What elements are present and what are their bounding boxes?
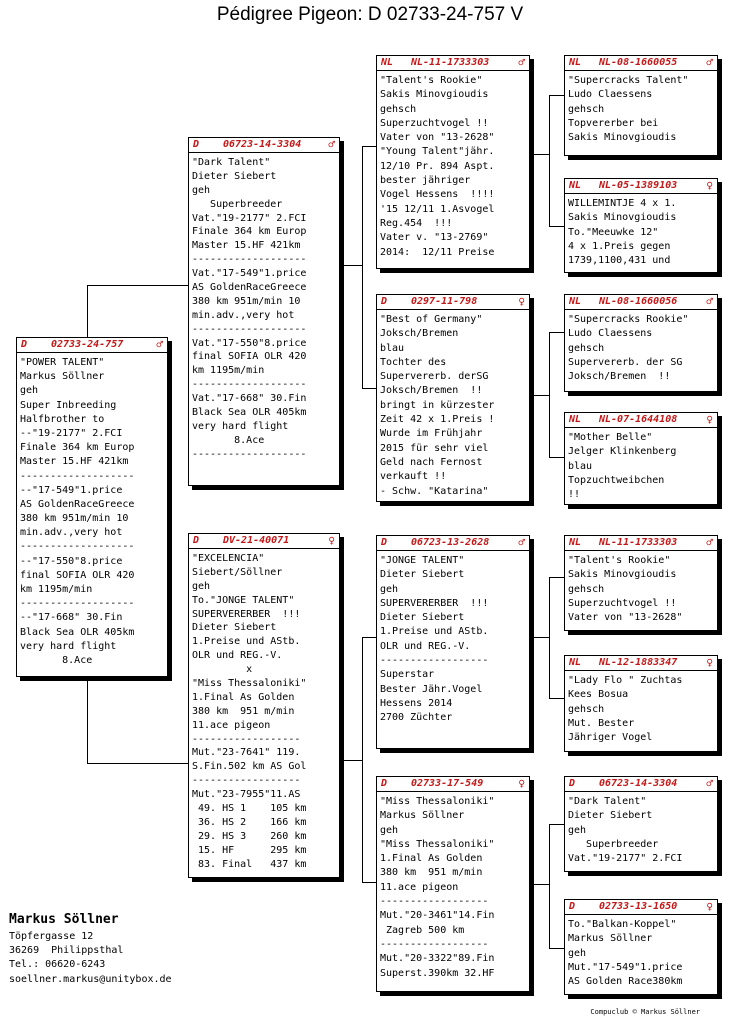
card-header xyxy=(565,295,717,310)
card-line: "Dark Talent" xyxy=(192,157,271,168)
connector-line xyxy=(340,265,362,266)
card-line: Kees Bosua xyxy=(568,689,629,701)
card-body xyxy=(565,428,717,502)
card-body xyxy=(565,310,717,384)
card-line: AS GoldenRaceGreece xyxy=(192,282,307,294)
ring-number: 02733-13-1650 xyxy=(599,901,678,912)
pigeon-card-dam[interactable] xyxy=(188,533,340,878)
pigeon-card-dam-sire[interactable] xyxy=(376,535,530,749)
card-line: Finale 364 km Europ xyxy=(192,226,307,238)
card-line: To."Meeuwke 12" xyxy=(568,226,659,238)
ring-number: NL-12-1883347 xyxy=(599,657,678,668)
connector-line xyxy=(549,577,550,698)
card-line: Jähriger Vogel xyxy=(568,732,653,744)
card-line: Joksch/Bremen !! xyxy=(380,385,483,397)
card-line: --"17-668" 30.Fin xyxy=(20,612,123,624)
card-body xyxy=(565,551,717,625)
card-header xyxy=(565,777,717,792)
card-line: Mut."23-7955"11.AS xyxy=(192,789,301,801)
card-body xyxy=(17,353,167,668)
card-line: "Talent's Rookie" xyxy=(380,75,483,86)
card-line: min.adv.,very hot xyxy=(20,527,123,539)
card-header xyxy=(377,295,529,310)
ring-number: 02733-24-757 xyxy=(51,339,124,350)
card-line: "Mother Belle" xyxy=(568,432,653,443)
card-line: "Supercracks Talent" xyxy=(568,75,689,86)
sex-icon: ♀ xyxy=(706,413,713,426)
card-line: Superbreeder xyxy=(192,198,283,210)
card-line: Master 15.HF 421km xyxy=(20,456,129,468)
card-line: ------------------- xyxy=(192,448,307,460)
card-line: Dieter Siebert xyxy=(380,569,465,581)
card-body xyxy=(377,551,529,726)
card-line: ------------------ xyxy=(380,938,489,950)
card-line: ------------------- xyxy=(192,379,307,391)
pigeon-card-ds-sire[interactable] xyxy=(564,535,718,631)
card-line: !! xyxy=(568,489,581,501)
card-line: km 1195m/min xyxy=(20,584,93,595)
card-line: Topzuchtweibchen xyxy=(568,474,665,486)
card-line: 380 km 951m/min 10 xyxy=(20,513,129,525)
ring-number: 06723-14-3304 xyxy=(223,139,302,150)
card-line: gehsch xyxy=(568,703,605,715)
card-line: ------------------- xyxy=(20,470,135,482)
card-body xyxy=(189,549,339,871)
card-line: Black Sea OLR 405km xyxy=(20,626,135,638)
card-line: ------------------ xyxy=(380,655,489,667)
card-line: Superzuchtvogel !! xyxy=(568,597,677,609)
card-line: "Lady Flo " Zuchtas xyxy=(568,675,683,686)
card-line: very hard flight xyxy=(192,420,289,432)
card-line: 2014: 12/11 Preise xyxy=(380,246,495,258)
card-line: --"17-550"8.price xyxy=(20,555,123,567)
connector-line xyxy=(549,95,564,96)
card-line: Siebert/Söllner xyxy=(192,566,283,578)
card-line: Jelger Klinkenberg xyxy=(568,446,677,458)
ring-number: NL-11-1733303 xyxy=(411,57,490,68)
breeder-email[interactable]: soellner.markus@unitybox.de xyxy=(9,973,172,985)
pigeon-card-ss-sire[interactable] xyxy=(564,55,718,156)
card-line: 4 x 1.Preis gegen xyxy=(568,240,671,252)
ring-number: 02733-17-549 xyxy=(411,778,484,789)
card-line: 29. HS 3 260 km xyxy=(192,830,307,842)
connector-line xyxy=(549,824,564,825)
sex-icon: ♂ xyxy=(706,56,713,69)
card-line: Superbreeder xyxy=(568,838,659,850)
card-body xyxy=(377,310,529,499)
card-line: Finale 364 km Europ xyxy=(20,442,135,454)
country-code: NL xyxy=(569,180,582,191)
card-body xyxy=(377,71,529,260)
card-line: Ludo Claessens xyxy=(568,89,653,101)
breeder-info xyxy=(9,912,172,987)
card-header xyxy=(565,179,717,194)
card-line: Sakis Minovgioudis xyxy=(568,212,677,224)
breeder-city: 36269 Philippsthal xyxy=(9,945,124,957)
connector-line xyxy=(362,882,376,883)
country-code: D xyxy=(381,778,388,789)
card-line: OLR und REG.-V. xyxy=(380,640,471,652)
card-line: 8.Ace xyxy=(20,654,93,666)
connector-line xyxy=(530,884,549,885)
card-body xyxy=(377,792,529,981)
card-line: bringt in kürzester xyxy=(380,399,495,411)
card-line: Sakis Minovgioudis xyxy=(568,132,677,144)
card-line: ------------------- xyxy=(20,541,135,553)
card-header xyxy=(565,413,717,428)
connector-line xyxy=(530,154,549,155)
pigeon-card-sd-sire[interactable] xyxy=(564,294,718,392)
card-line: SUPERVERERBER !!! xyxy=(192,608,301,620)
card-header xyxy=(189,534,339,549)
pigeon-card-dd-dam[interactable] xyxy=(564,899,718,995)
card-line: Wurde im Frühjahr xyxy=(380,428,483,440)
pigeon-card-sire[interactable] xyxy=(188,137,340,486)
card-line: Super Inbreeding xyxy=(20,399,117,411)
card-line: "JONGE TALENT" xyxy=(380,555,465,566)
card-line: final SOFIA OLR 420 xyxy=(192,351,307,363)
country-code: NL xyxy=(569,537,582,548)
card-line: Vat."17-549"1.price xyxy=(192,268,307,280)
card-line: x xyxy=(192,664,253,676)
card-line: 15. HF 295 km xyxy=(192,844,307,856)
card-line: --"19-2177" 2.FCI xyxy=(20,427,123,439)
card-line: gehsch xyxy=(568,103,605,115)
card-line: "EXCELENCIA" xyxy=(192,553,265,564)
card-line: Mut."17-549"1.price xyxy=(568,961,683,973)
sex-icon: ♂ xyxy=(518,56,525,69)
card-line: 1.Preise und AStb. xyxy=(192,636,301,648)
country-code: D xyxy=(193,535,200,546)
card-line: Supervererb. derSG xyxy=(380,371,489,383)
card-line: Joksch/Bremen !! xyxy=(568,371,671,383)
card-line: OLR und REG.-V. xyxy=(192,650,283,662)
card-line: 1739,1100,431 und xyxy=(568,255,671,267)
card-line: Sakis Minovgioudis xyxy=(568,569,677,581)
card-line: geh xyxy=(568,824,587,836)
card-line: Vat."17-550"8.price xyxy=(192,337,307,349)
country-code: NL xyxy=(569,657,582,668)
card-line: Vater v. "13-2769" xyxy=(380,232,489,244)
country-code: D xyxy=(21,339,28,350)
card-line: geh xyxy=(20,385,39,397)
connector-line xyxy=(530,637,549,638)
card-line: To."Balkan-Koppel" xyxy=(568,919,677,930)
card-body xyxy=(565,671,717,745)
country-code: NL xyxy=(569,296,582,307)
country-code: D xyxy=(193,139,200,150)
card-line: '15 12/11 1.Asvogel xyxy=(380,203,495,215)
card-header xyxy=(377,56,529,71)
card-line: "Miss Thessaloniki" xyxy=(192,678,307,690)
card-line: Superzuchtvogel !! xyxy=(380,117,489,129)
card-line: 49. HS 1 105 km xyxy=(192,803,307,815)
card-line: Geld nach Fernost xyxy=(380,456,483,468)
card-line: Black Sea OLR 405km xyxy=(192,407,307,419)
connector-line xyxy=(362,146,376,147)
card-line: Mut. Bester xyxy=(568,717,635,729)
ring-number: NL-07-1644108 xyxy=(599,414,678,425)
card-line: Ludo Claessens xyxy=(568,328,653,340)
footer-credit: Compuclub © Markus Söllner xyxy=(590,1008,700,1016)
connector-line xyxy=(362,637,376,638)
card-line: SUPERVERERBER !!! xyxy=(380,597,489,609)
card-line: 380 km 951m/min 10 xyxy=(192,295,301,307)
country-code: D xyxy=(569,901,576,912)
card-line: Tochter des xyxy=(380,356,447,368)
sex-icon: ♀ xyxy=(706,656,713,669)
card-header xyxy=(565,656,717,671)
card-header xyxy=(565,900,717,915)
card-header xyxy=(189,138,339,153)
country-code: NL xyxy=(381,57,394,68)
connector-line xyxy=(549,332,550,457)
breeder-address: Töpfergasse 12 xyxy=(9,931,94,942)
connector-line xyxy=(87,677,88,763)
card-line: Vater von "13-2628" xyxy=(380,132,495,144)
connector-line xyxy=(87,285,188,286)
sex-icon: ♂ xyxy=(706,536,713,549)
card-line: Superstar xyxy=(380,669,435,681)
card-line: Mut."20-3322"89.Fin xyxy=(380,953,495,965)
card-line: "POWER TALENT" xyxy=(20,357,105,368)
connector-line xyxy=(340,760,362,761)
card-line: Topvererber bei xyxy=(568,117,659,129)
connector-line xyxy=(549,948,564,949)
card-line: ------------------- xyxy=(192,323,307,335)
card-line: "Young Talent"jähr. xyxy=(380,146,495,158)
card-line: "Supercracks Rookie" xyxy=(568,314,689,325)
country-code: D xyxy=(381,296,388,307)
connector-line xyxy=(362,146,363,388)
connector-line xyxy=(362,388,376,389)
card-body xyxy=(565,792,717,866)
card-line: Dieter Siebert xyxy=(568,810,653,822)
card-header xyxy=(17,338,167,353)
card-line: Vat."19-2177" 2.FCI xyxy=(568,853,683,865)
card-line: "Miss Thessaloniki" xyxy=(380,838,495,850)
connector-line xyxy=(87,285,88,337)
country-code: NL xyxy=(569,414,582,425)
pigeon-card-dam-dam[interactable] xyxy=(376,776,530,992)
card-line: To."JONGE TALENT" xyxy=(192,594,295,606)
pedigree-title: Pédigree Pigeon: D 02733-24-757 V xyxy=(216,4,524,25)
card-line: Mut."20-3461"14.Fin xyxy=(380,910,495,922)
connector-line xyxy=(530,395,549,396)
connector-line xyxy=(549,332,564,333)
card-line: 36. HS 2 166 km xyxy=(192,816,307,828)
card-line: Vogel Hessens !!!! xyxy=(380,189,495,201)
sex-icon: ♀ xyxy=(328,534,335,547)
card-line: AS GoldenRaceGreece xyxy=(20,498,135,510)
card-line: gehsch xyxy=(568,342,605,354)
pigeon-card-ss-dam[interactable] xyxy=(564,178,718,273)
connector-line xyxy=(549,457,564,458)
card-line: verkauft !! xyxy=(380,471,447,483)
country-code: D xyxy=(381,537,388,548)
card-line: ------------------ xyxy=(380,896,489,908)
card-line: very hard flight xyxy=(20,640,117,652)
card-line: ------------------- xyxy=(20,598,135,610)
card-header xyxy=(565,536,717,551)
connector-line xyxy=(549,577,564,578)
country-code: NL xyxy=(569,57,582,68)
ring-number: 0297-11-798 xyxy=(411,296,478,307)
card-line: ------------------- xyxy=(192,254,307,266)
card-line: Vater von "13-2628" xyxy=(568,612,683,624)
sex-icon: ♀ xyxy=(706,179,713,192)
card-line: Dieter Siebert xyxy=(192,622,277,634)
card-line: 2015 für sehr viel xyxy=(380,442,489,454)
breeder-phone: Tel.: 06620-6243 xyxy=(9,959,106,971)
card-line: Dieter Siebert xyxy=(192,170,277,182)
card-line: final SOFIA OLR 420 xyxy=(20,569,135,581)
card-line: ------------------ xyxy=(192,733,301,745)
sex-icon: ♂ xyxy=(156,338,163,351)
card-line: Superst.390km 32.HF xyxy=(380,967,495,979)
card-line: geh xyxy=(380,583,399,595)
sex-icon: ♂ xyxy=(518,536,525,549)
connector-line xyxy=(549,824,550,948)
sex-icon: ♂ xyxy=(328,138,335,151)
card-line: km 1195m/min xyxy=(192,365,265,377)
card-line: "Miss Thessaloniki" xyxy=(380,796,495,807)
card-line: Halfbrother to xyxy=(20,413,105,425)
card-line: "Talent's Rookie" xyxy=(568,555,671,566)
card-line: "Best of Germany" xyxy=(380,314,483,325)
pigeon-card-ds-dam[interactable] xyxy=(564,655,718,752)
card-line: WILLEMINTJE 4 x 1. xyxy=(568,198,677,209)
country-code: D xyxy=(569,778,576,789)
card-line: blau xyxy=(380,342,405,354)
card-line: bester jähriger xyxy=(380,175,471,187)
card-line: Markus Söllner xyxy=(568,933,653,945)
ring-number: 06723-14-3304 xyxy=(599,778,678,789)
sex-icon: ♂ xyxy=(706,777,713,790)
card-line: ------------------ xyxy=(192,775,301,787)
card-line: Master 15.HF 421km xyxy=(192,240,301,252)
sex-icon: ♀ xyxy=(518,295,525,308)
card-line: geh xyxy=(380,824,399,836)
card-line: 1.Final As Golden xyxy=(192,691,295,703)
card-line: Zagreb 500 km xyxy=(380,924,465,936)
card-line: Mut."23-7641" 119. xyxy=(192,747,301,759)
connector-line xyxy=(87,763,188,764)
card-line: 12/10 Pr. 894 Aspt. xyxy=(380,160,495,172)
sex-icon: ♂ xyxy=(706,295,713,308)
card-line: geh xyxy=(568,947,587,959)
card-line: 83. Final 437 km xyxy=(192,858,307,870)
card-line: 380 km 951 m/min xyxy=(192,705,295,717)
card-line: blau xyxy=(568,460,593,472)
connector-line xyxy=(549,698,564,699)
pigeon-card-dd-sire[interactable] xyxy=(564,776,718,872)
card-line: 1.Preise und AStb. xyxy=(380,626,489,638)
sex-icon: ♀ xyxy=(706,900,713,913)
card-line: geh xyxy=(192,184,211,196)
card-line: Reg.454 !!! xyxy=(380,217,453,229)
card-line: Joksch/Bremen xyxy=(380,328,459,340)
card-line: 1.Final As Golden xyxy=(380,853,483,865)
ring-number: NL-08-1660055 xyxy=(599,57,678,68)
card-line: 2700 Züchter xyxy=(380,712,453,724)
ring-number: NL-05-1389103 xyxy=(599,180,678,191)
connector-line xyxy=(549,95,550,226)
card-line: - Schw. "Katarina" xyxy=(380,485,489,497)
card-line: 8.Ace xyxy=(192,434,265,446)
card-line: Vat."19-2177" 2.FCI xyxy=(192,212,307,224)
pigeon-card-subject[interactable] xyxy=(16,337,168,677)
breeder-name: Markus Söllner xyxy=(9,912,119,927)
card-line: Dieter Siebert xyxy=(380,612,465,624)
card-line: Supervererb. der SG xyxy=(568,356,683,368)
ring-number: NL-08-1660056 xyxy=(599,296,678,307)
card-line: "Dark Talent" xyxy=(568,796,647,807)
card-body xyxy=(565,194,717,268)
pigeon-card-sd-dam[interactable] xyxy=(564,412,718,505)
card-line: 380 km 951 m/min xyxy=(380,867,483,879)
card-line: Markus Söllner xyxy=(20,371,105,383)
card-line: Vat."17-668" 30.Fin xyxy=(192,393,307,405)
ring-number: NL-11-1733303 xyxy=(599,537,678,548)
card-header xyxy=(377,536,529,551)
pigeon-card-sire-dam[interactable] xyxy=(376,294,530,502)
card-line: Bester Jähr.Vogel xyxy=(380,683,483,695)
card-line: 11.ace pigeon xyxy=(380,881,459,893)
card-line: Hessens 2014 xyxy=(380,697,453,709)
sex-icon: ♀ xyxy=(518,777,525,790)
card-line: Zeit 42 x 1.Preis ! xyxy=(380,414,495,426)
card-line: --"17-549"1.price xyxy=(20,484,123,496)
ring-number: 06723-13-2628 xyxy=(411,537,490,548)
card-body xyxy=(189,153,339,462)
card-line: gehsch xyxy=(380,103,417,115)
ring-number: DV-21-40071 xyxy=(223,535,290,546)
card-line: AS Golden Race380km xyxy=(568,976,683,988)
card-line: Markus Söllner xyxy=(380,810,465,822)
card-line: Sakis Minovgioudis xyxy=(380,89,489,101)
card-line: geh xyxy=(192,580,211,592)
card-header xyxy=(565,56,717,71)
card-body xyxy=(565,71,717,145)
card-body xyxy=(565,915,717,989)
pigeon-card-sire-sire[interactable] xyxy=(376,55,530,269)
card-line: min.adv.,very hot xyxy=(192,309,295,321)
card-line: gehsch xyxy=(568,583,605,595)
connector-line xyxy=(362,637,363,882)
card-line: S.Fin.502 km AS Gol xyxy=(192,761,307,773)
card-header xyxy=(377,777,529,792)
card-line: 11.ace pigeon xyxy=(192,719,271,731)
connector-line xyxy=(549,226,564,227)
